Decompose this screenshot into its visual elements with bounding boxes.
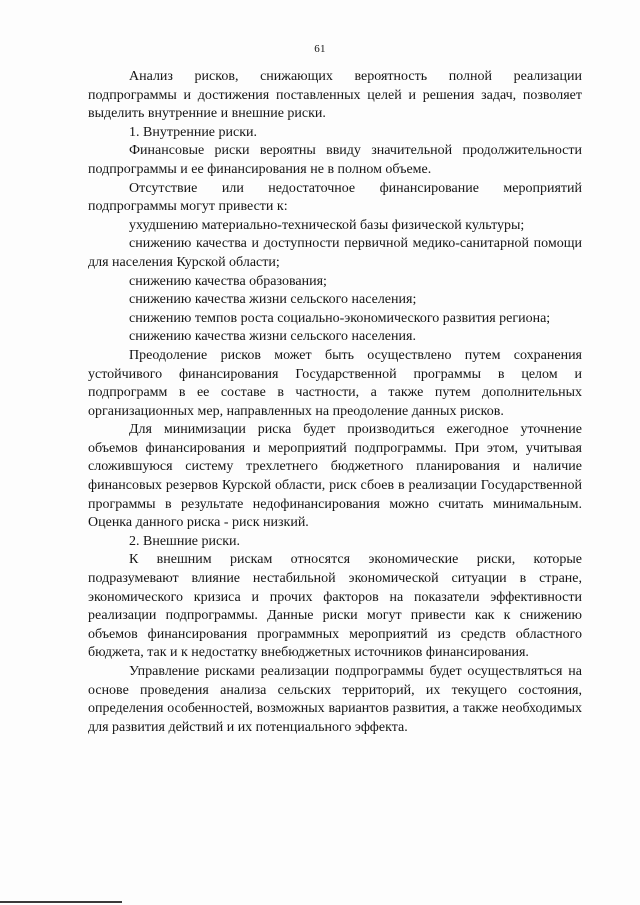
document-body [88, 68, 582, 737]
list-item-consequence: снижению качества и доступности первичной медико-санитарной помощи для населения Курской области; [88, 236, 582, 270]
paragraph-risk-mitigation: Преодоление рисков может быть осуществлено путем сохранения устойчивого финансирования Государственной программы в целом и подпрограмм в ее составе в частности, а также путем дополнительных организационных мер, направленных на преодоление данных рисков. [88, 347, 582, 419]
list-item-consequence: ухудшению материально-технической базы физической культуры; [129, 217, 525, 233]
paragraph-insufficient-funding: Отсутствие или недостаточное финансирование мероприятий подпрограммы могут привести к: [88, 180, 582, 215]
paragraph-financial-risks: Финансовые риски вероятны ввиду значительной продолжительности подпрограммы и ее финансирования не в полном объеме. [88, 143, 582, 177]
section-heading-internal-risks: 1. Внутренние риски. [129, 124, 258, 140]
list-item-consequence: снижению качества образования; [129, 273, 327, 289]
list-item-consequence: снижению темпов роста социально-экономического развития региона; [129, 310, 551, 326]
paragraph-intro: Анализ рисков, снижающих вероятность полной реализации подпрограммы и достижения поставленных целей и решения задач, позволяет выделить внутренние и внешние риски. [88, 69, 582, 122]
section-heading-external-risks: 2. Внешние риски. [129, 533, 241, 549]
list-item-consequence: снижению качества жизни сельского населения. [129, 329, 416, 345]
page-number: 61 [314, 43, 326, 55]
paragraph-risk-management: Управление рисками реализации подпрограммы будет осуществляться на основе проведения анализа сельских территорий, их текущего состояния, определения особенностей, возможных вариантов развития, а также необходимых для развития действий и их потенциального эффекта. [88, 664, 582, 735]
scan-edge-line [0, 901, 122, 903]
paragraph-external-risks: К внешним рискам относятся экономические риски, которые подразумевают влияние нестабильной экономической ситуации в стране, экономического кризиса и прочих факторов на показатели эффективности реализации подпрограммы. Данные риски могут привести как к снижению объемов финансирования программных мероприятий из средств областного бюджета, так и к недостатку внебюджетных источников финансирования. [88, 552, 582, 661]
paragraph-risk-minimization: Для минимизации риска будет производиться ежегодное уточнение объемов финансирования и мероприятий подпрограммы. При этом, учитывая сложившуюся систему трехлетнего бюджетного планирования и наличие финансовых резервов Курской области, риск сбоев в реализации Государственной программы в результате недофинансирования можно считать минимальным. Оценка данного риска - риск низкий. [88, 422, 582, 531]
list-item-consequence: снижению качества жизни сельского населения; [129, 292, 417, 308]
